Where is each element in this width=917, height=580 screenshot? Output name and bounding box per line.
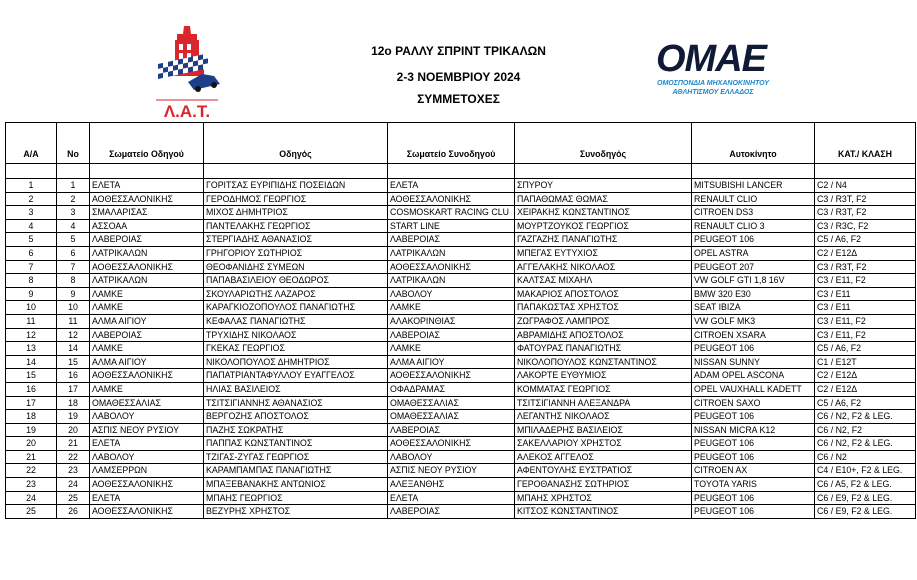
column-header: ΚΑΤ./ ΚΛΑΣΗ [815,123,916,164]
column-header: Σωματείο Οδηγού [90,123,204,164]
table-cell: C2 / E12Δ [815,369,916,383]
table-cell: VW GOLF GTI 1,8 16V [692,274,815,288]
table-cell: ΚΑΡΑΓΚΙΟΖΟΠΟΥΛΟΣ ΠΑΝΑΓΙΩΤΗΣ [204,301,388,315]
table-cell: ΕΛΕΤΑ [388,491,515,505]
lat-logo-text: Λ.Α.Τ. [163,102,211,120]
table-cell: 18 [6,410,57,424]
table-cell: ΟΜΑΘΕΣΣΑΛΙΑΣ [388,410,515,424]
table-cell: OPEL VAUXHALL KADETT [692,382,815,396]
table-cell: 6 [6,246,57,260]
page-subtitle: ΣΥΜΜΕΤΟΧΕΣ [417,92,500,106]
table-header-row [6,123,916,164]
table-cell: 25 [6,505,57,519]
table-cell: 6 [57,246,90,260]
table-cell: ΤΣΙΤΣΙΓΙΑΝΝΗ ΑΛΕΞΑΝΔΡΑ [515,396,692,410]
table-cell: ΛΑΒΕΡΟΙΑΣ [90,328,204,342]
table-cell: ΚΑΡΑΜΠΑΜΠΑΣ ΠΑΝΑΓΙΩΤΗΣ [204,464,388,478]
table-cell: 11 [57,314,90,328]
table-cell: ΑΛΑΚΟΡΙΝΘΙΑΣ [388,314,515,328]
column-header: Νο [57,123,90,164]
table-cell: 9 [6,287,57,301]
table-cell: C2 / N4 [815,179,916,193]
table-cell: 19 [6,423,57,437]
table-row [6,410,916,424]
table-cell: ΑΟΘΕΣΣΑΛΟΝΙΚΗΣ [388,369,515,383]
table-cell: C6 / N2 [815,450,916,464]
table-cell: C6 / E9, F2 & LEG. [815,505,916,519]
table-cell: ΠΑΠΑΤΡΙΑΝΤΑΦΥΛΛΟΥ ΕΥΑΓΓΕΛΟΣ [204,369,388,383]
table-cell: ΛΑΜΚΕ [90,287,204,301]
table-cell: 14 [6,355,57,369]
table-cell: TOYOTA YARIS [692,478,815,492]
table-cell: ΚΑΛΤΣΑΣ ΜΙΧΑΗΛ [515,274,692,288]
table-cell: CITROEN SAXO [692,396,815,410]
table-cell: ΠΑΝΤΕΛΑΚΗΣ ΓΕΩΡΓΙΟΣ [204,219,388,233]
table-cell: PEUGEOT 106 [692,410,815,424]
table-cell: C5 / A6, F2 [815,396,916,410]
table-cell: ΓΡΗΓΟΡΙΟΥ ΣΩΤΗΡΙΟΣ [204,246,388,260]
table-cell: 22 [6,464,57,478]
table-cell: ΧΕΙΡΑΚΗΣ ΚΩΝΣΤΑΝΤΙΝΟΣ [515,206,692,220]
table-row [6,233,916,247]
table-cell: ΠΑΖΗΣ ΣΩΚΡΑΤΗΣ [204,423,388,437]
table-cell: ΓΕΡΟΘΑΝΑΣΗΣ ΣΩΤΗΡΙΟΣ [515,478,692,492]
table-cell: 25 [57,491,90,505]
table-cell: 5 [6,233,57,247]
table-cell: ΛΑΒΕΡΟΙΑΣ [388,423,515,437]
table-cell: 2 [57,192,90,206]
table-cell: ΑΟΘΕΣΣΑΛΟΝΙΚΗΣ [90,478,204,492]
table-cell: BMW 320 E30 [692,287,815,301]
table-cell: PEUGEOT 106 [692,437,815,451]
table-cell: 12 [57,328,90,342]
table-row [6,314,916,328]
table-cell: ΑΟΘΕΣΣΑΛΟΝΙΚΗΣ [90,369,204,383]
table-row [6,491,916,505]
table-cell: 9 [57,287,90,301]
table-cell: VW GOLF MK3 [692,314,815,328]
table-row [6,301,916,315]
table-cell: 21 [57,437,90,451]
table-cell: OPEL ASTRA [692,246,815,260]
table-cell: ΛΑΤΡΙΚΑΛΩΝ [90,274,204,288]
table-cell: C3 / E11 [815,301,916,315]
table-cell: ΑΒΡΑΜΙΔΗΣ ΑΠΟΣΤΟΛΟΣ [515,328,692,342]
table-cell: PEUGEOT 106 [692,342,815,356]
table-cell: C3 / R3T, F2 [815,206,916,220]
table-cell: 3 [57,206,90,220]
table-cell: ΟΜΑΘΕΣΣΑΛΙΑΣ [388,396,515,410]
table-cell: ΑΛΜΑ ΑΙΓΙΟΥ [388,355,515,369]
column-header: Οδηγός [204,123,388,164]
table-cell: ΛΑΒΕΡΟΙΑΣ [90,233,204,247]
table-cell: CITROEN AX [692,464,815,478]
table-cell: 8 [57,274,90,288]
table-row [6,342,916,356]
table-cell: 1 [6,179,57,193]
table-cell: ΜΠΙΛΑΔΕΡΗΣ ΒΑΣΙΛΕΙΟΣ [515,423,692,437]
table-cell: 2 [6,192,57,206]
table-cell: C2 / E12Δ [815,246,916,260]
table-cell: NISSAN MICRA K12 [692,423,815,437]
page-title: 12ο ΡΑΛΛΥ ΣΠΡΙΝΤ ΤΡΙΚΑΛΩΝ [371,44,546,58]
table-cell: ΚΙΤΣΟΣ ΚΩΝΣΤΑΝΤΙΝΟΣ [515,505,692,519]
table-cell: C1 / E12T [815,355,916,369]
table-cell: C3 / E11, F2 [815,314,916,328]
table-cell: ΑΛΕΚΟΣ ΑΓΓΕΛΟΣ [515,450,692,464]
table-cell: 13 [6,342,57,356]
table-cell: 14 [57,342,90,356]
table-cell: ΛΑΒΟΛΟΥ [388,287,515,301]
table-cell: ΑΟΘΕΣΣΑΛΟΝΙΚΗΣ [388,260,515,274]
table-cell: C3 / R3C, F2 [815,219,916,233]
table-cell: ΘΕΟΦΑΝΙΔΗΣ ΣΥΜΕΩΝ [204,260,388,274]
table-cell: CITROEN XSARA [692,328,815,342]
table-row [6,437,916,451]
table-row [6,355,916,369]
table-row [6,206,916,220]
table-cell: 8 [6,274,57,288]
table-row [6,396,916,410]
table-cell: ΟΦΑΔΡΑΜΑΣ [388,382,515,396]
table-cell: 3 [6,206,57,220]
table-cell: C6 / A5, F2 & LEG. [815,478,916,492]
table-cell: ΤΖΙΓΑΣ-ΖΥΓΑΣ ΓΕΩΡΓΙΟΣ [204,450,388,464]
table-cell: ΚΟΜΜΑΤΑΣ ΓΕΩΡΓΙΟΣ [515,382,692,396]
table-cell: ΑΟΘΕΣΣΑΛΟΝΙΚΗΣ [90,260,204,274]
table-row [6,260,916,274]
table-cell: ΝΙΚΟΛΟΠΟΥΛΟΣ ΔΗΜΗΤΡΙΟΣ [204,355,388,369]
table-cell: ΑΛΕΞΑΝΘΗΣ [388,478,515,492]
table-cell: ΜΟΥΡΤΖΟΥΚΟΣ ΓΕΩΡΓΙΟΣ [515,219,692,233]
table-cell: ΣΑΚΕΛΛΑΡΙΟΥ ΧΡΗΣΤΟΣ [515,437,692,451]
table-cell: 20 [6,437,57,451]
table-cell: ΓΚΕΚΑΣ ΓΕΩΡΓΙΟΣ [204,342,388,356]
table-cell: C6 / E9, F2 & LEG. [815,491,916,505]
omae-logo-icon [648,38,778,108]
table-cell: ΠΑΠΑΒΑΣΙΛΕΙΟΥ ΘΕΟΔΩΡΟΣ [204,274,388,288]
table-row [6,382,916,396]
table-cell: C3 / E11, F2 [815,274,916,288]
table-cell: ΛΑΜΚΕ [90,301,204,315]
table-cell: 26 [57,505,90,519]
table-cell: ΛΑΤΡΙΚΑΛΩΝ [388,274,515,288]
table-cell: ΒΕΖΥΡΗΣ ΧΡΗΣΤΟΣ [204,505,388,519]
table-cell: ΠΑΠΑΚΩΣΤΑΣ ΧΡΗΣΤΟΣ [515,301,692,315]
table-cell: ΛΑΒΕΡΟΙΑΣ [388,233,515,247]
table-row [6,219,916,233]
table-cell: C4 / E10+, F2 & LEG. [815,464,916,478]
table-cell: ΦΑΤΟΥΡΑΣ ΠΑΝΑΓΙΩΤΗΣ [515,342,692,356]
table-row [6,328,916,342]
table-cell: C3 / R3T, F2 [815,192,916,206]
table-row [6,287,916,301]
table-cell: ΓΟΡΙΤΣΑΣ ΕΥΡΙΠΙΔΗΣ ΠΟΣΕΙΔΩΝ [204,179,388,193]
column-header: Συνοδηγός [515,123,692,164]
table-cell: ΜΠΑΞΕΒΑΝΑΚΗΣ ΑΝΤΩΝΙΟΣ [204,478,388,492]
table-cell: ΠΑΠΑΘΩΜΑΣ ΘΩΜΑΣ [515,192,692,206]
table-cell: 11 [6,314,57,328]
table-cell: ΛΑΜΚΕ [90,342,204,356]
table-cell: 7 [57,260,90,274]
table-cell: C3 / E11 [815,287,916,301]
table-cell: ΝΙΚΟΛΟΠΟΥΛΟΣ ΚΩΝΣΤΑΝΤΙΝΟΣ [515,355,692,369]
table-cell: 15 [57,355,90,369]
column-header: Σωματείο Συνοδηγού [388,123,515,164]
table-cell: CITROEN DS3 [692,206,815,220]
table-cell: 16 [57,369,90,383]
table-cell: 18 [57,396,90,410]
table-row [6,464,916,478]
table-cell: ΚΕΦΑΛΑΣ ΠΑΝΑΓΙΩΤΗΣ [204,314,388,328]
table-cell: 21 [6,450,57,464]
table-cell: PEUGEOT 106 [692,491,815,505]
omae-logo-subline-1: ΟΜΟΣΠΟΝΔΙΑ ΜΗΧΑΝΟΚΙΝΗΤΟΥ [657,80,769,87]
table-cell: SEAT IBIZA [692,301,815,315]
table-cell: ΕΛΕΤΑ [388,179,515,193]
table-cell: C5 / A6, F2 [815,342,916,356]
table-cell: PEUGEOT 106 [692,450,815,464]
table-row [6,192,916,206]
table-cell: ΛΑΒΟΛΟΥ [388,450,515,464]
table-cell: ΛΑΒΕΡΟΙΑΣ [388,328,515,342]
table-cell: ΛΑΒΕΡΟΙΑΣ [388,505,515,519]
table-cell: ΑΦΕΝΤΟΥΛΗΣ ΕΥΣΤΡΑΤΙΟΣ [515,464,692,478]
table-row [6,478,916,492]
table-cell: PEUGEOT 207 [692,260,815,274]
table-cell: 10 [57,301,90,315]
table-cell: C6 / N2, F2 [815,423,916,437]
table-cell: C6 / N2, F2 & LEG. [815,410,916,424]
table-cell: ΤΡΥΧΙΔΗΣ ΝΙΚΟΛΑΟΣ [204,328,388,342]
spacer-row [6,164,916,179]
table-cell: ΑΣΣΟΑΑ [90,219,204,233]
table-cell: ΛΕΓΑΝΤΗΣ ΝΙΚΟΛΑΟΣ [515,410,692,424]
table-cell: ΑΟΘΕΣΣΑΛΟΝΙΚΗΣ [388,437,515,451]
event-dates: 2-3 ΝΟΕΜΒΡΙΟΥ 2024 [396,70,521,84]
table-cell: 19 [57,410,90,424]
table-cell: 17 [57,382,90,396]
table-row [6,274,916,288]
table-cell: C3 / E11, F2 [815,328,916,342]
table-cell: ΣΚΟΥΛΑΡΙΩΤΗΣ ΛΑΖΑΡΟΣ [204,287,388,301]
table-cell: COSMOSKART RACING CLU [388,206,515,220]
table-cell: 17 [6,396,57,410]
table-cell: ΑΟΘΕΣΣΑΛΟΝΙΚΗΣ [90,192,204,206]
table-cell: START LINE [388,219,515,233]
table-cell: 7 [6,260,57,274]
table-cell: ΛΑΤΡΙΚΑΛΩΝ [90,246,204,260]
table-cell: 22 [57,450,90,464]
table-row [6,369,916,383]
table-cell: ΠΑΠΠΑΣ ΚΩΝΣΤΑΝΤΙΝΟΣ [204,437,388,451]
table-cell: 12 [6,328,57,342]
table-cell: ΤΣΙΤΣΙΓΙΑΝΝΗΣ ΑΘΑΝΑΣΙΟΣ [204,396,388,410]
table-cell: C3 / R3T, F2 [815,260,916,274]
table-row [6,246,916,260]
table-cell: ΖΩΓΡΑΦΟΣ ΛΑΜΠΡΟΣ [515,314,692,328]
table-cell: ADAM OPEL ASCONA [692,369,815,383]
table-cell: ΜΠΑΗΣ ΓΕΩΡΓΙΟΣ [204,491,388,505]
omae-logo-word: OMAE [656,38,766,80]
table-cell: ΒΕΡΓΟΖΗΣ ΑΠΟΣΤΟΛΟΣ [204,410,388,424]
table-cell: ΣΜΑΛΑΡΙΣΑΣ [90,206,204,220]
table-cell: ΓΕΡΟΔΗΜΟΣ ΓΕΩΡΓΙΟΣ [204,192,388,206]
table-cell: ΕΛΕΤΑ [90,437,204,451]
table-cell: 23 [57,464,90,478]
table-cell: C2 / E12Δ [815,382,916,396]
table-body [6,164,916,519]
table-cell: RENAULT CLIO [692,192,815,206]
table-cell: 23 [6,478,57,492]
table-cell: C6 / N2, F2 & LEG. [815,437,916,451]
table-cell: ΑΣΠΙΣ ΝΕΟΥ ΡΥΣΙΟΥ [90,423,204,437]
table-cell: 20 [57,423,90,437]
table-cell: ΛΑΜΚΕ [90,382,204,396]
table-cell: 16 [6,382,57,396]
table-cell: 1 [57,179,90,193]
table-cell: NISSAN SUNNY [692,355,815,369]
table-cell: ΣΠΥΡΟΥ [515,179,692,193]
entry-list-table [5,122,916,519]
table-cell: PEUGEOT 106 [692,233,815,247]
table-cell: 4 [6,219,57,233]
table-cell: ΕΛΕΤΑ [90,491,204,505]
table-cell: RENAULT CLIO 3 [692,219,815,233]
table-cell: MITSUBISHI LANCER [692,179,815,193]
table-cell: PEUGEOT 106 [692,505,815,519]
table-cell: ΛΑΜΣΕΡΡΩΝ [90,464,204,478]
table-cell: ΓΑΖΓΑΖΗΣ ΠΑΝΑΓΙΩΤΗΣ [515,233,692,247]
table-cell: ΛΑΒΟΛΟΥ [90,450,204,464]
table-cell: ΛΑΒΟΛΟΥ [90,410,204,424]
table-cell: ΜΑΚΑΡΙΟΣ ΑΠΟΣΤΟΛΟΣ [515,287,692,301]
table-cell: ΑΛΜΑ ΑΙΓΙΟΥ [90,314,204,328]
table-cell: ΟΜΑΘΕΣΣΑΛΙΑΣ [90,396,204,410]
table-cell: 10 [6,301,57,315]
table-row [6,450,916,464]
column-header: Αυτοκίνητο [692,123,815,164]
table-cell: ΜΙΧΟΣ ΔΗΜΗΤΡΙΟΣ [204,206,388,220]
table-cell: ΗΛΙΑΣ ΒΑΣΙΛΕΙΟΣ [204,382,388,396]
table-cell: 24 [6,491,57,505]
table-cell: ΜΠΑΗΣ ΧΡΗΣΤΟΣ [515,491,692,505]
table-cell: ΛΑΚΟΡΤΕ ΕΥΘΥΜΙΟΣ [515,369,692,383]
table-cell: ΛΑΤΡΙΚΑΛΩΝ [388,246,515,260]
table-cell: ΛΑΜΚΕ [388,342,515,356]
table-cell: ΣΤΕΡΓΙΑΔΗΣ ΑΘΑΝΑΣΙΟΣ [204,233,388,247]
table-cell: ΜΠΕΓΑΣ ΕΥΤΥΧΙΟΣ [515,246,692,260]
table-cell: ΕΛΕΤΑ [90,179,204,193]
table-row [6,179,916,193]
table-cell: ΑΟΘΕΣΣΑΛΟΝΙΚΗΣ [388,192,515,206]
table-cell: 5 [57,233,90,247]
table-row [6,505,916,519]
table-cell: 15 [6,369,57,383]
table-cell: C5 / A6, F2 [815,233,916,247]
table-cell: 4 [57,219,90,233]
table-cell: ΑΛΜΑ ΑΙΓΙΟΥ [90,355,204,369]
omae-logo-subline-2: ΑΘΛΗΤΙΣΜΟΥ ΕΛΛΑΔΟΣ [672,89,754,96]
table-cell: ΑΣΠΙΣ ΝΕΟΥ ΡΥΣΙΟΥ [388,464,515,478]
column-header: Α/Α [6,123,57,164]
table-row [6,423,916,437]
table-cell: ΑΓΓΕΛΑΚΗΣ ΝΙΚΟΛΑΟΣ [515,260,692,274]
table-cell: ΑΟΘΕΣΣΑΛΟΝΙΚΗΣ [90,505,204,519]
table-cell: ΛΑΜΚΕ [388,301,515,315]
omae-logo-subtitle [648,79,778,97]
table-cell: 24 [57,478,90,492]
